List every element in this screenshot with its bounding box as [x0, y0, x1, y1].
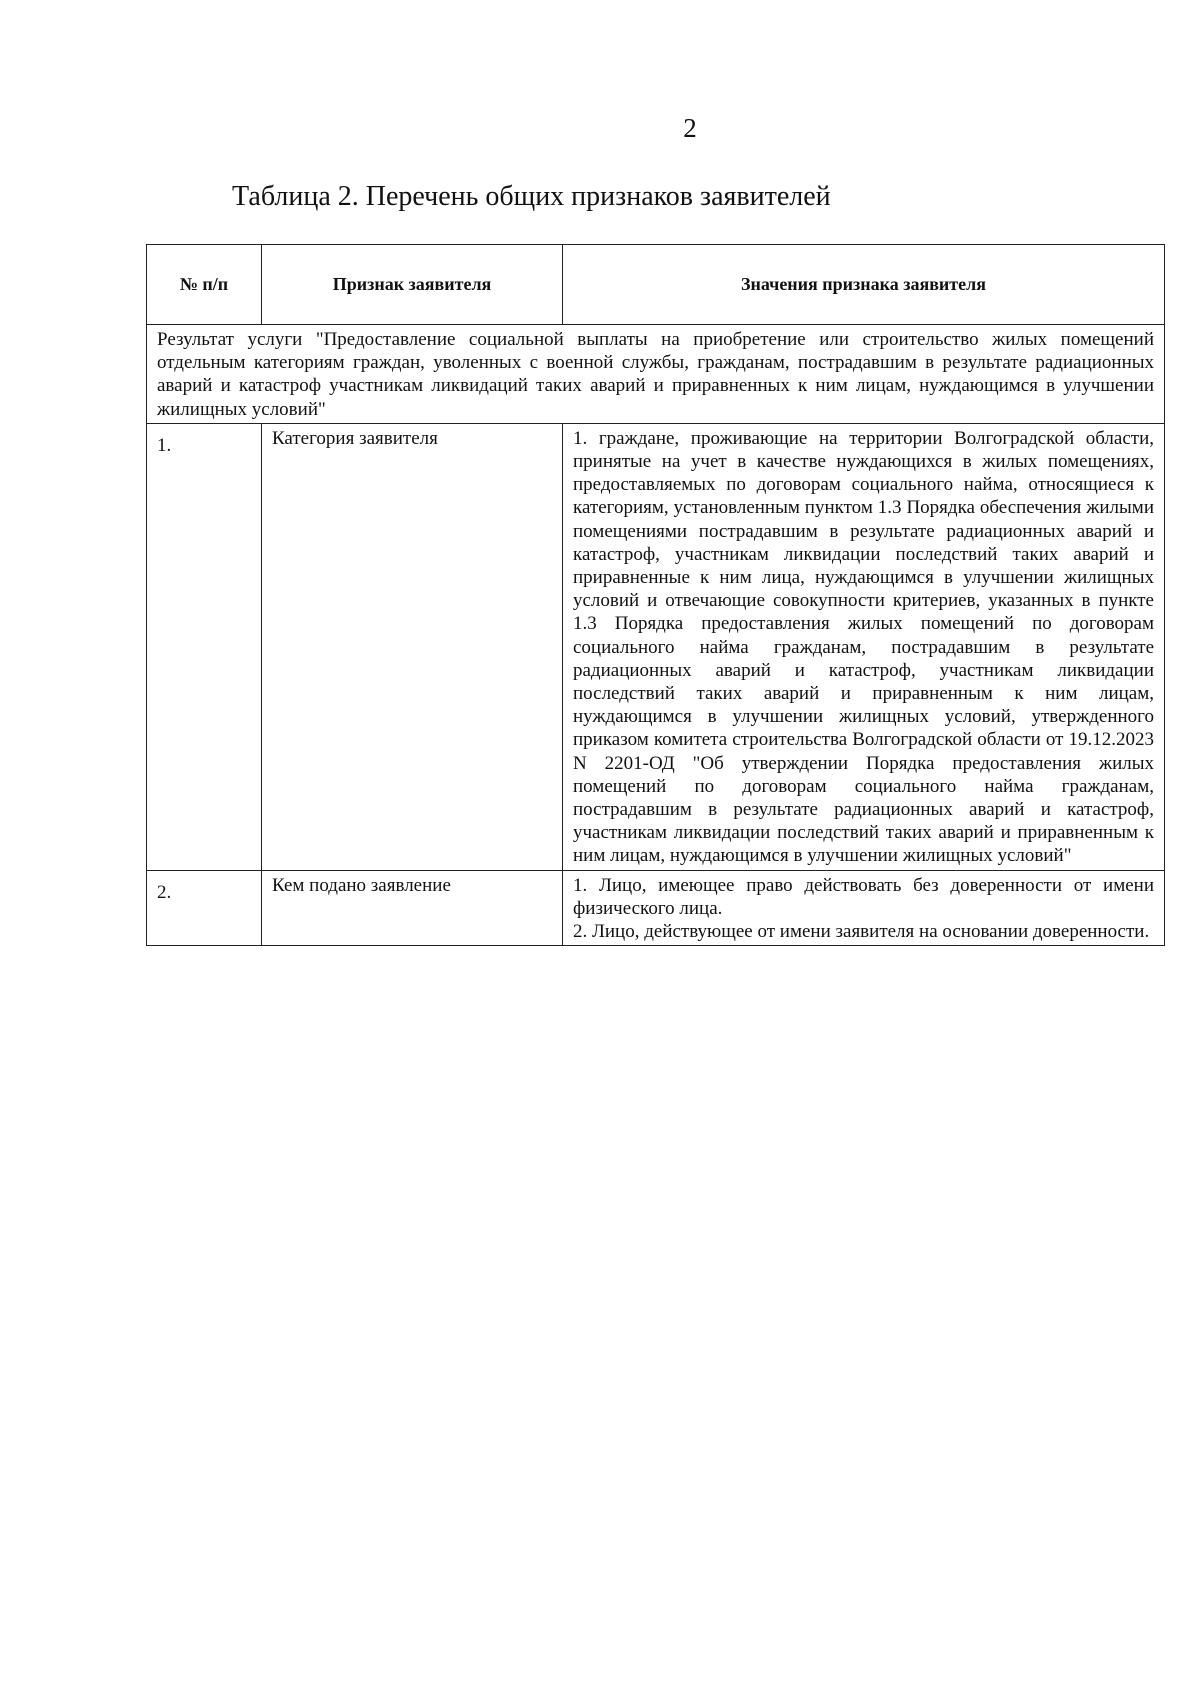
table-row [147, 423, 1165, 870]
row-number: 1. [147, 423, 262, 870]
row-values [563, 423, 1165, 870]
table-title: Таблица 2. Перечень общих признаков заявителей [232, 181, 831, 212]
row-value-item: 2. Лицо, действующее от имени заявителя на основании доверенности. [573, 921, 1150, 943]
table-header-row [147, 245, 1165, 325]
header-sign: Признак заявителя [262, 245, 563, 325]
section-text: Результат услуги "Предоставление социальной выплаты на приобретение или строительство жилых помещений отдельным категориям граждан, уволенных с военной службы, гражданам, пострадавшим в результате радиационных аварий и катастроф участникам ликвидаций таких аварий и приравненных к ним лицам, нуждающимся в улучшении жилищных условий" [147, 325, 1165, 424]
header-values: Значения признака заявителя [563, 245, 1165, 325]
row-values [563, 870, 1165, 946]
header-number: № п/п [147, 245, 262, 325]
row-sign: Категория заявителя [262, 423, 563, 870]
row-sign: Кем подано заявление [262, 870, 563, 946]
row-value-item: 1. Лицо, имеющее право действовать без доверенности от имени физического лица. [573, 874, 1154, 919]
row-number: 2. [147, 870, 262, 946]
table-section-row [147, 325, 1165, 424]
applicant-criteria-table [146, 244, 1165, 946]
page-number: 2 [683, 113, 697, 143]
table-row [147, 870, 1165, 946]
row-value-item: 1. граждане, проживающие на территории Волгоградской области, принятые на учет в качестве нуждающихся в жилых помещениях, предоставляемых по договорам социального найма, относящиеся к категориям, установленным пунктом 1.3 Порядка обеспечения жилыми помещениями пострадавшим в результате радиационных аварий и катастроф, участникам ликвидации последствий таких аварий и приравненные к ним лица, нуждающимся в улучшении жилищных условий и отвечающие совокупности критериев, указанных в пункте 1.3 Порядка предоставления жилых помещений по договорам социального найма гражданам, пострадавшим в результате радиационных аварий и катастроф, участникам ликвидации последствий таких аварий и приравненным к ним лицам, нуждающимся в улучшении жилищных условий, утвержденного приказом комитета строительства Волгоградской области от 19.12.2023 N 2201-ОД "Об утверждении Порядка предоставления жилых помещений по договорам социального найма гражданам, пострадавшим в результате радиационных аварий и катастроф, участникам ликвидации последствий таких аварий и приравненным к ним лицам, нуждающимся в улучшении жилищных условий" [573, 427, 1154, 867]
